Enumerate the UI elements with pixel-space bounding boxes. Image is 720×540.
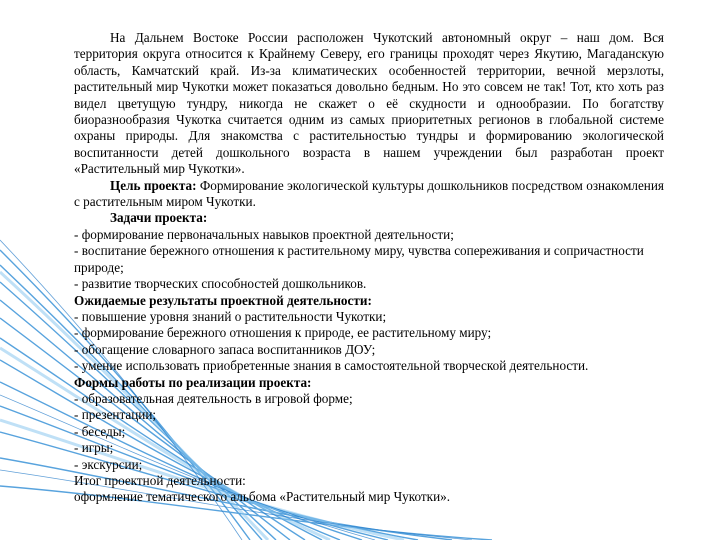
form-item: - игры; — [74, 440, 114, 456]
outcome-heading: Итог проектной деятельности: — [74, 472, 246, 488]
results-heading: Ожидаемые результаты проектной деятельности: — [74, 292, 372, 308]
result-item: - формирование бережного отношения к природе, ее растительному миру; — [74, 325, 492, 341]
slide-text — [74, 30, 664, 506]
form-item: - презентации; — [74, 407, 157, 423]
form-item: - образовательная деятельность в игровой форме; — [74, 390, 353, 406]
tasks-heading: Задачи проекта: — [110, 210, 208, 226]
goal-text: Формирование экологической культуры дошкольников посредством ознакомления с растительным миром Чукотки. — [74, 177, 664, 210]
result-item: - обогащение словарного запаса воспитанников ДОУ; — [74, 341, 376, 357]
outcome-text: оформление тематического альбома «Растительный мир Чукотки». — [74, 489, 451, 505]
goal-label: Цель проекта: — [110, 177, 197, 193]
form-item: - экскурсии; — [74, 456, 143, 472]
forms-heading: Формы работы по реализации проекта: — [74, 374, 312, 390]
intro-paragraph: На Дальнем Востоке России расположен Чукотский автономный округ – наш дом. Вся территория округа относится к Крайнему Северу, его границы проходят через Якутию, Магаданскую область, Камчатский край. Из-за климатических особенностей территории, вечной мерзлоты, растительный мир Чукотки может показаться довольно бедным. Но это совсем не так! Тот, кто хоть раз видел цветущую тундру, никогда не скажет о её скудности и однообразии. По богатству биоразнообразия Чукотка считается одним из самых приоритетных регионов в глобальной системе охраны природы. Для знакомства с растительностью тундры и формированию экологической воспитанности детей дошкольного возраста в нашем учреждении был разработан проект «Растительный мир Чукотки». — [74, 30, 664, 177]
task-item: - развитие творческих способностей дошкольников. — [74, 276, 367, 292]
task-item: - формирование первоначальных навыков проектной деятельности; — [74, 226, 454, 242]
task-item: - воспитание бережного отношения к растительному миру, чувства сопереживания и сопричастности природе; — [74, 243, 644, 275]
form-item: - беседы; — [74, 423, 126, 439]
result-item: - повышение уровня знаний о растительности Чукотки; — [74, 308, 387, 324]
result-item: - умение использовать приобретенные знания в самостоятельной творческой деятельности. — [74, 358, 589, 374]
project-goal — [74, 178, 664, 211]
